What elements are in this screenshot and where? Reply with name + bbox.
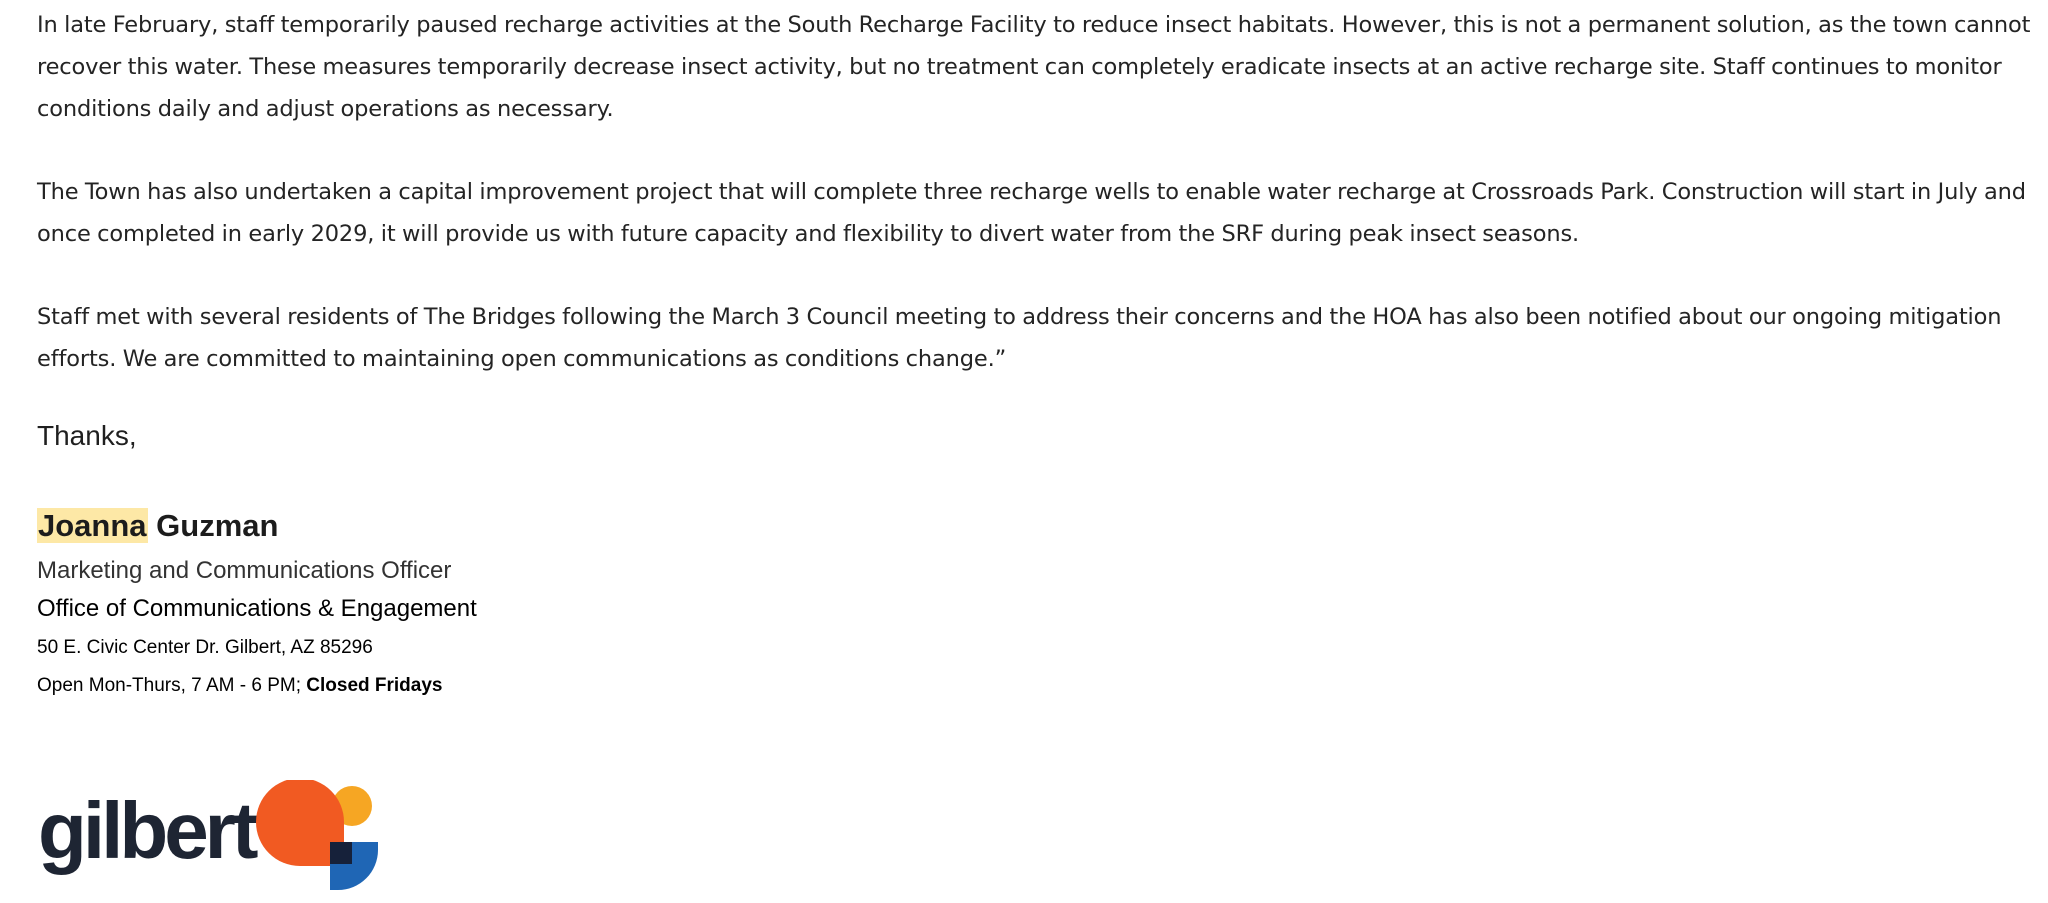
signature-first-name: Joanna	[38, 508, 147, 543]
signature-address: 50 E. Civic Center Dr. Gilbert, AZ 85296	[37, 637, 373, 658]
signature-office: Office of Communications & Engagement	[37, 595, 477, 622]
gilbert-logo	[36, 780, 391, 892]
signature-hours-note: Closed Fridays	[306, 675, 443, 696]
signature-last-name: Guzman	[156, 508, 279, 543]
body-paragraph-2: The Town has also undertaken a capital improvement project that will complete three recharge wells to enable water recharge at Crossroads Park. Construction will start in July and once completed in early 2029, it will provide us with future capacity and flexibility to divert water from the SRF during peak insect seasons.	[37, 179, 2026, 247]
closing-text: Thanks,	[37, 420, 137, 451]
signature-hours	[37, 675, 442, 697]
signature-name	[37, 508, 278, 544]
logo-mark-icon	[256, 780, 378, 890]
signature-hours-text: Open Mon-Thurs, 7 AM - 6 PM;	[37, 675, 301, 696]
signature-title: Marketing and Communications Officer	[37, 557, 452, 584]
logo-wordmark: gilbert	[38, 786, 255, 875]
body-paragraph-1: In late February, staff temporarily paused recharge activities at the South Recharge Facility to reduce insect habitats. However, this is not a permanent solution, as the town cannot recover this water. These measures temporarily decrease insect activity, but no treatment can completely eradicate insects at an active recharge site. Staff continues to monitor conditions daily and adjust operations as necessary.	[37, 12, 2031, 122]
email-body	[37, 0, 2037, 380]
body-paragraph-3: Staff met with several residents of The Bridges following the March 3 Council meeting to address their concerns and the HOA has also been notified about our ongoing mitigation efforts. We are committed to maintaining open communications as conditions change.”	[37, 304, 2002, 372]
